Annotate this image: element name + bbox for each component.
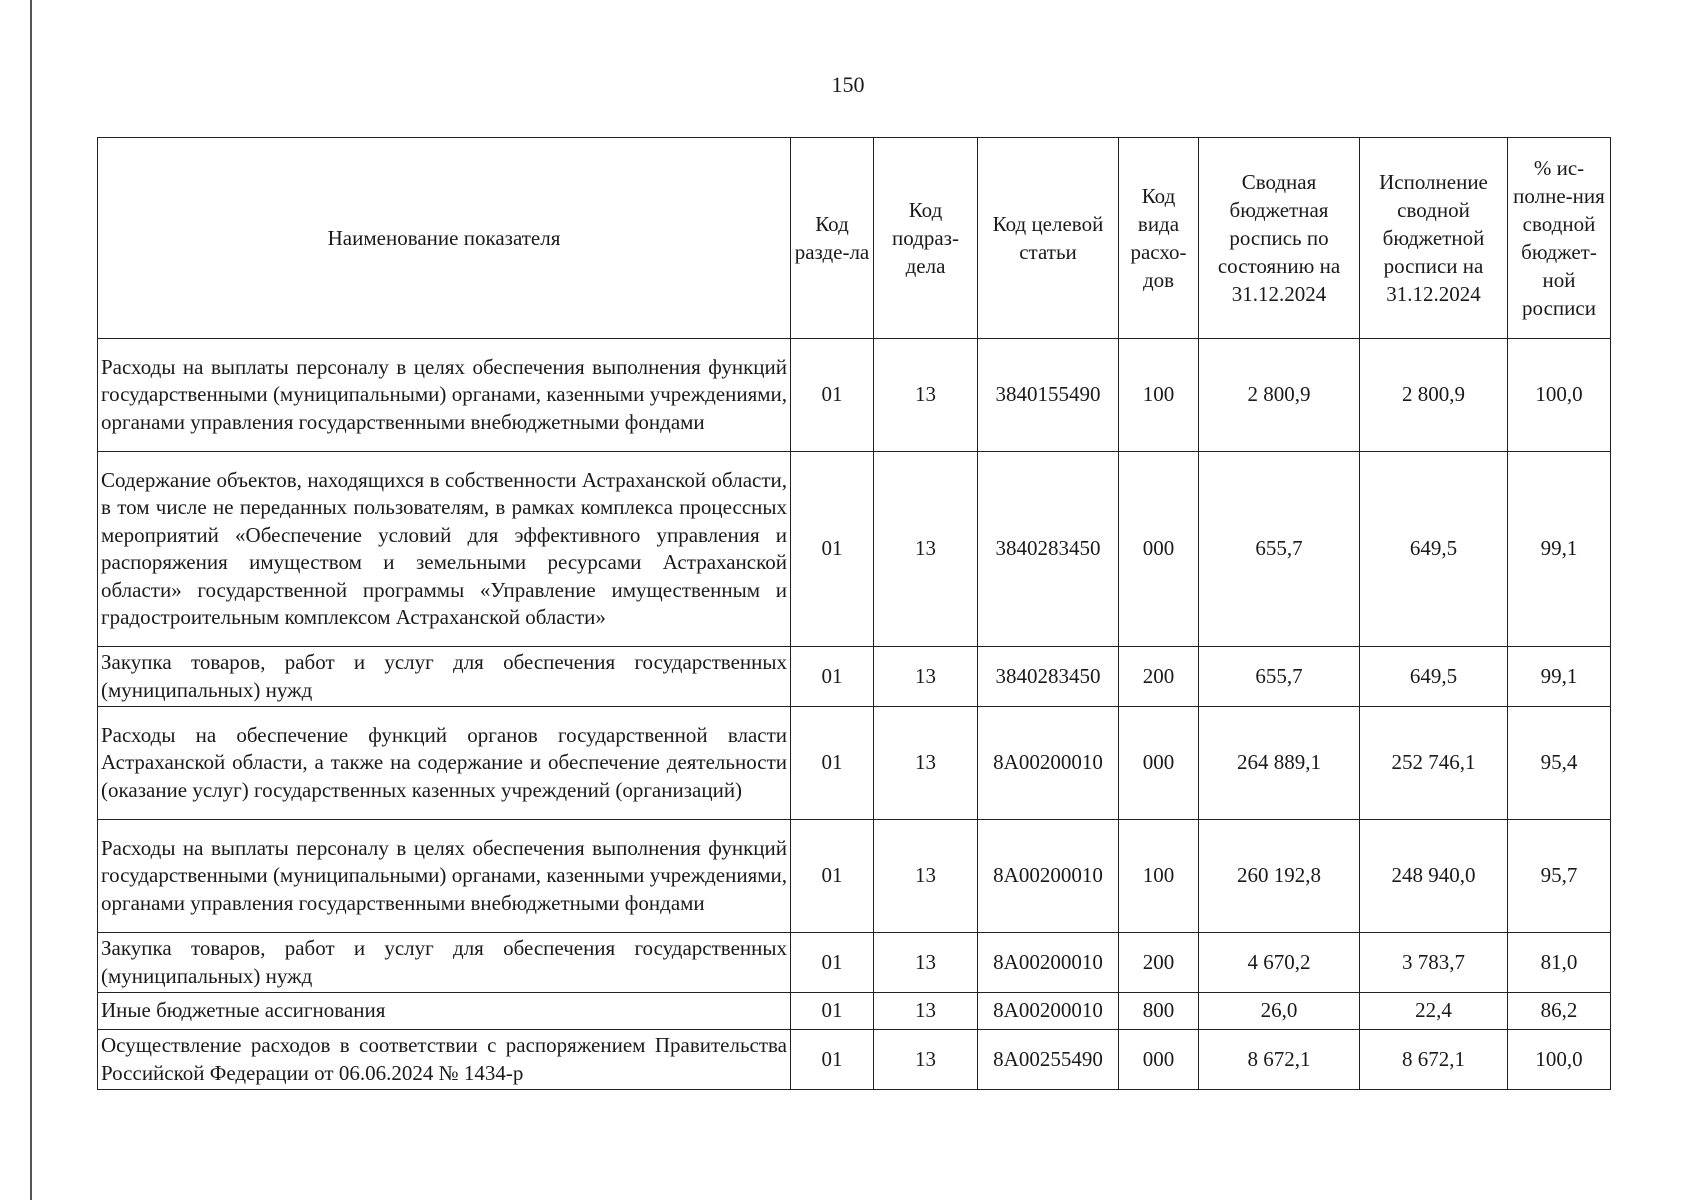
row-budget-execution: 649,5	[1360, 452, 1508, 647]
row-name: Расходы на выплаты персоналу в целях обеспечения выполнения функций государственными (муниципальными) органами, казенными учреждениями, органами управления государственными внебюджетными фондами	[98, 339, 791, 452]
row-section-code: 01	[791, 993, 874, 1030]
table-row	[98, 647, 1611, 707]
row-execution-percent: 95,4	[1508, 707, 1611, 820]
table-row	[98, 339, 1611, 452]
row-subsection-code: 13	[874, 993, 978, 1030]
row-name: Закупка товаров, работ и услуг для обеспечения государственных (муниципальных) нужд	[98, 933, 791, 993]
row-section-code: 01	[791, 339, 874, 452]
budget-table	[97, 137, 1611, 1090]
header-name: Наименование показателя	[98, 138, 791, 339]
left-margin-line	[30, 0, 32, 1200]
row-budget-execution: 3 783,7	[1360, 933, 1508, 993]
row-planned-budget: 260 192,8	[1199, 820, 1360, 933]
row-section-code: 01	[791, 1030, 874, 1090]
row-name: Расходы на обеспечение функций органов государственной власти Астраханской области, а также на содержание и обеспечение деятельности (оказание услуг) государственных казенных учреждений (организаций)	[98, 707, 791, 820]
row-execution-percent: 99,1	[1508, 647, 1611, 707]
row-expense-type-code: 100	[1119, 820, 1199, 933]
row-target-code: 3840283450	[978, 647, 1119, 707]
header-expense-type-code: Код вида расхо-дов	[1119, 138, 1199, 339]
row-name: Иные бюджетные ассигнования	[98, 993, 791, 1030]
row-section-code: 01	[791, 452, 874, 647]
row-expense-type-code: 000	[1119, 707, 1199, 820]
row-execution-percent: 86,2	[1508, 993, 1611, 1030]
row-target-code: 8А00200010	[978, 707, 1119, 820]
row-subsection-code: 13	[874, 820, 978, 933]
row-target-code: 3840155490	[978, 339, 1119, 452]
row-planned-budget: 264 889,1	[1199, 707, 1360, 820]
row-target-code: 8А00200010	[978, 993, 1119, 1030]
row-expense-type-code: 100	[1119, 339, 1199, 452]
row-target-code: 8А00200010	[978, 933, 1119, 993]
row-planned-budget: 2 800,9	[1199, 339, 1360, 452]
row-planned-budget: 655,7	[1199, 647, 1360, 707]
header-budget-execution: Исполнение сводной бюджетной росписи на 31.12.2024	[1360, 138, 1508, 339]
row-subsection-code: 13	[874, 647, 978, 707]
row-planned-budget: 4 670,2	[1199, 933, 1360, 993]
table-row	[98, 707, 1611, 820]
row-expense-type-code: 800	[1119, 993, 1199, 1030]
table-row	[98, 820, 1611, 933]
row-execution-percent: 100,0	[1508, 1030, 1611, 1090]
row-planned-budget: 26,0	[1199, 993, 1360, 1030]
header-planned-budget: Сводная бюджетная роспись по состоянию на 31.12.2024	[1199, 138, 1360, 339]
row-target-code: 8А00255490	[978, 1030, 1119, 1090]
row-name: Осуществление расходов в соответствии с распоряжением Правительства Российской Федерации от 06.06.2024 № 1434-р	[98, 1030, 791, 1090]
header-section-code: Код разде-ла	[791, 138, 874, 339]
row-section-code: 01	[791, 647, 874, 707]
row-execution-percent: 100,0	[1508, 339, 1611, 452]
row-name: Закупка товаров, работ и услуг для обеспечения государственных (муниципальных) нужд	[98, 647, 791, 707]
table-header-row	[98, 138, 1611, 339]
row-planned-budget: 8 672,1	[1199, 1030, 1360, 1090]
row-section-code: 01	[791, 707, 874, 820]
row-target-code: 3840283450	[978, 452, 1119, 647]
row-section-code: 01	[791, 820, 874, 933]
row-subsection-code: 13	[874, 452, 978, 647]
row-subsection-code: 13	[874, 1030, 978, 1090]
row-budget-execution: 2 800,9	[1360, 339, 1508, 452]
row-execution-percent: 99,1	[1508, 452, 1611, 647]
header-target-code: Код целевой статьи	[978, 138, 1119, 339]
row-execution-percent: 81,0	[1508, 933, 1611, 993]
row-subsection-code: 13	[874, 339, 978, 452]
page-number: 150	[831, 72, 865, 97]
row-budget-execution: 649,5	[1360, 647, 1508, 707]
row-expense-type-code: 000	[1119, 1030, 1199, 1090]
table-row	[98, 933, 1611, 993]
row-expense-type-code: 000	[1119, 452, 1199, 647]
row-subsection-code: 13	[874, 707, 978, 820]
row-target-code: 8А00200010	[978, 820, 1119, 933]
row-execution-percent: 95,7	[1508, 820, 1611, 933]
row-name: Расходы на выплаты персоналу в целях обеспечения выполнения функций государственными (муниципальными) органами, казенными учреждениями, органами управления государственными внебюджетными фондами	[98, 820, 791, 933]
table-row	[98, 1030, 1611, 1090]
row-budget-execution: 22,4	[1360, 993, 1508, 1030]
table-row	[98, 993, 1611, 1030]
header-subsection-code: Код подраз-дела	[874, 138, 978, 339]
row-section-code: 01	[791, 933, 874, 993]
row-expense-type-code: 200	[1119, 647, 1199, 707]
table-row	[98, 452, 1611, 647]
row-name: Содержание объектов, находящихся в собственности Астраханской области, в том числе не переданных пользователям, в рамках комплекса процессных мероприятий «Обеспечение условий для эффективного управления и распоряжения имуществом и земельными ресурсами Астраханской области» государственной программы «Управление имущественным и градостроительным комплексом Астраханской области»	[98, 452, 791, 647]
row-budget-execution: 252 746,1	[1360, 707, 1508, 820]
row-budget-execution: 248 940,0	[1360, 820, 1508, 933]
row-expense-type-code: 200	[1119, 933, 1199, 993]
row-budget-execution: 8 672,1	[1360, 1030, 1508, 1090]
row-planned-budget: 655,7	[1199, 452, 1360, 647]
header-execution-percent: % ис-полне-ния сводной бюджет-ной росписи	[1508, 138, 1611, 339]
row-subsection-code: 13	[874, 933, 978, 993]
